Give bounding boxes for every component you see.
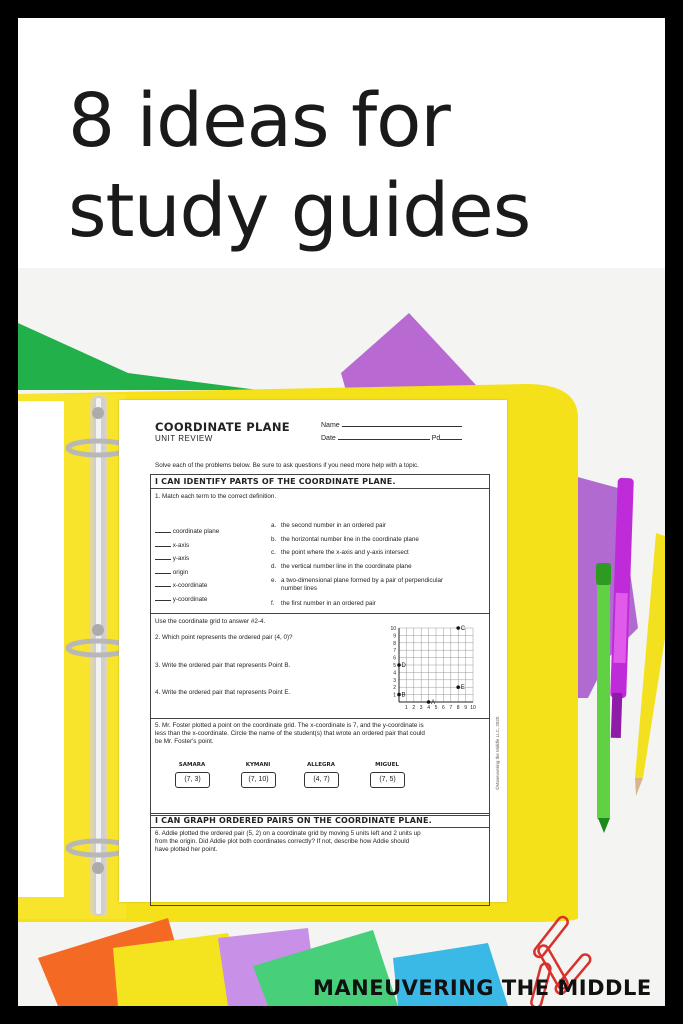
definition-text: the point where the x-axis and y-axis intersect bbox=[281, 549, 409, 556]
term-label: origin bbox=[172, 568, 189, 576]
x-tick-label: 10 bbox=[470, 705, 476, 711]
question-1: 1. Match each term to the correct definition. bbox=[155, 493, 277, 500]
divider bbox=[151, 718, 489, 719]
worksheet-title: COORDINATE PLANE bbox=[155, 420, 290, 434]
grid-point bbox=[456, 626, 460, 630]
x-tick-label: 7 bbox=[449, 705, 453, 711]
term-label: y-axis bbox=[172, 555, 190, 563]
student-name: ALLEGRA bbox=[306, 762, 336, 768]
definition-letter: b. bbox=[271, 536, 277, 543]
grid-point-label: E bbox=[460, 685, 465, 692]
grid-intro: Use the coordinate grid to answer #2-4. bbox=[155, 618, 266, 625]
instructions: Solve each of the problems below. Be sure to ask questions if you need more help with a topic. bbox=[155, 462, 419, 469]
term-label: coordinate plane bbox=[172, 528, 220, 535]
term-item bbox=[155, 528, 219, 535]
x-tick-label: 1 bbox=[405, 705, 408, 711]
definition-item bbox=[271, 522, 386, 529]
student-ordered-pair[interactable]: (4, 7) bbox=[304, 772, 339, 788]
x-tick-label: 2 bbox=[412, 705, 416, 711]
question-6-line-3: have plotted her point. bbox=[155, 846, 218, 853]
y-tick-label: 5 bbox=[393, 663, 396, 669]
term-label: x-axis bbox=[172, 541, 190, 549]
left-page bbox=[18, 401, 64, 897]
copyright: ©Maneuvering the Middle LLC, 2020 bbox=[495, 716, 500, 790]
definition-item bbox=[271, 549, 409, 556]
name-label: Name bbox=[321, 422, 462, 429]
definition-text: number lines bbox=[281, 585, 318, 592]
student-ordered-pair[interactable]: (7, 5) bbox=[370, 772, 405, 788]
grid-point bbox=[397, 663, 401, 667]
green-pencil bbox=[596, 563, 611, 833]
definition-letter: c. bbox=[271, 549, 276, 556]
y-tick-label: 10 bbox=[390, 626, 396, 632]
question-3: 3. Write the ordered pair that represents Point B. bbox=[155, 662, 291, 669]
green-paper bbox=[18, 323, 258, 390]
x-tick-label: 6 bbox=[442, 705, 445, 711]
definition-letter: e. bbox=[271, 577, 277, 584]
y-tick-label: 6 bbox=[393, 655, 396, 662]
definition-text: a two-dimensional plane formed by a pair of perpendicular bbox=[281, 577, 444, 584]
term-label: x-coordinate bbox=[172, 582, 208, 590]
brand-name: MANEUVERING THE MIDDLE bbox=[313, 976, 652, 1000]
definition-item bbox=[271, 600, 376, 607]
y-tick-label: 8 bbox=[393, 640, 396, 647]
y-tick-label: 7 bbox=[393, 648, 396, 655]
grid-point-label: C bbox=[460, 626, 466, 632]
student-ordered-pair[interactable]: (7, 3) bbox=[175, 772, 210, 788]
grid-point-label: D bbox=[401, 663, 406, 669]
grid-point bbox=[456, 685, 460, 689]
x-tick-label: 5 bbox=[434, 705, 438, 711]
yellow-pencil bbox=[635, 533, 665, 796]
definition-item bbox=[271, 577, 443, 584]
photo-frame bbox=[18, 18, 665, 1006]
x-tick-label: 3 bbox=[419, 705, 423, 711]
divider bbox=[151, 613, 489, 614]
question-5-line-1: 5. Mr. Foster plotted a point on the coordinate grid. The x-coordinate is 7, and the y-coordinate is bbox=[155, 722, 424, 729]
question-5-line-3: be Mr. Foster's point. bbox=[155, 738, 214, 745]
definition-text: the vertical number line in the coordinate plane bbox=[281, 563, 412, 570]
x-tick-label: 9 bbox=[464, 705, 467, 711]
grid-point-label: A bbox=[431, 700, 436, 706]
definition-item bbox=[271, 536, 419, 543]
worksheet-subtitle: UNIT REVIEW bbox=[155, 434, 213, 443]
y-tick-label: 4 bbox=[393, 670, 396, 677]
grid-point bbox=[427, 700, 431, 704]
headline-banner bbox=[18, 18, 665, 268]
term-item bbox=[155, 555, 189, 562]
section-2-header: I CAN GRAPH ORDERED PAIRS ON THE COORDINATE PLANE. bbox=[151, 814, 489, 828]
coordinate-grid bbox=[387, 620, 487, 715]
x-tick-label: 8 bbox=[456, 705, 460, 711]
worksheet bbox=[119, 400, 507, 902]
term-item bbox=[155, 542, 189, 549]
definition-item bbox=[271, 585, 317, 592]
y-tick-label: 3 bbox=[393, 677, 396, 684]
student-name: KYMANI bbox=[245, 762, 271, 768]
headline-line-1: 8 ideas for bbox=[68, 78, 450, 164]
question-6-line-1: 6. Addie plotted the ordered pair (5, 2) on a coordinate grid by moving 5 units left and 2 units up bbox=[155, 830, 421, 837]
definition-letter: a. bbox=[271, 522, 277, 529]
term-item bbox=[155, 569, 188, 576]
question-2: 2. Which point represents the ordered pair (4, 0)? bbox=[155, 634, 293, 641]
term-label: y-coordinate bbox=[172, 596, 208, 603]
definition-item bbox=[271, 563, 412, 570]
question-6-line-2: from the origin. Did Addie plot both coordinates correctly? If not, describe how Addie should bbox=[155, 838, 410, 845]
definition-letter: d. bbox=[271, 563, 277, 570]
student-ordered-pair[interactable]: (7, 10) bbox=[241, 772, 276, 788]
student-name: MIGUEL bbox=[375, 762, 399, 768]
student-name: SAMARA bbox=[178, 762, 206, 768]
question-4: 4. Write the ordered pair that represents Point E. bbox=[155, 689, 291, 696]
section-1-header: I CAN IDENTIFY PARTS OF THE COORDINATE PLANE. bbox=[151, 475, 489, 489]
x-tick-label: 4 bbox=[427, 705, 430, 711]
definition-letter: f. bbox=[271, 600, 275, 607]
question-5-line-2: less than the x-coordinate. Circle the name of the student(s) that wrote an ordered pair that could bbox=[155, 730, 425, 737]
grid-point-label: B bbox=[401, 692, 406, 699]
grid-point bbox=[397, 693, 401, 697]
definition-text: the horizontal number line in the coordinate plane bbox=[281, 536, 419, 543]
y-tick-label: 1 bbox=[393, 692, 396, 699]
term-item bbox=[155, 596, 207, 603]
term-item bbox=[155, 582, 207, 589]
headline-line-2: study guides bbox=[68, 168, 531, 254]
y-tick-label: 2 bbox=[393, 685, 396, 692]
y-tick-label: 9 bbox=[393, 633, 396, 640]
date-label: Date Pd bbox=[321, 435, 462, 442]
definition-text: the first number in an ordered pair bbox=[281, 600, 376, 607]
definition-text: the second number in an ordered pair bbox=[281, 522, 387, 529]
